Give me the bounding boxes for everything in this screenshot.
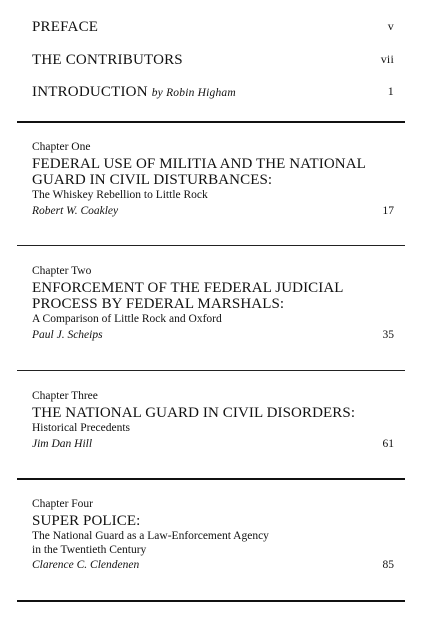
chapter-subtitle — [32, 530, 394, 557]
chapter-author-row — [32, 329, 394, 345]
chapter-subtitle: Historical Precedents — [32, 422, 131, 434]
toc-page-number: v — [387, 19, 394, 33]
chapter-number: Chapter Three — [32, 390, 98, 402]
chapter-subtitle: The Whiskey Rebellion to Little Rock — [32, 189, 208, 201]
chapter-author: Robert W. Coakley — [32, 204, 119, 217]
toc-page-number: 61 — [382, 437, 394, 450]
chapter-number: Chapter One — [32, 141, 91, 153]
divider-rule — [17, 370, 405, 371]
chapter-title — [32, 156, 394, 188]
chapter-author-row — [32, 205, 394, 221]
divider-rule — [17, 245, 405, 246]
toc-entry-chapter-three[interactable] — [32, 389, 394, 454]
toc-entry-chapter-one[interactable] — [32, 140, 394, 221]
chapter-author-row — [32, 438, 394, 454]
chapter-number: Chapter Four — [32, 498, 94, 510]
chapter-title-line: PROCESS BY FEDERAL MARSHALS: — [32, 296, 285, 312]
chapter-subtitle: A Comparison of Little Rock and Oxford — [32, 313, 222, 325]
chapter-subtitle-line: The National Guard as a Law-Enforcement Agency — [32, 530, 269, 542]
toc-entry-contributors[interactable] — [32, 52, 394, 72]
toc-entry-chapter-four[interactable] — [32, 497, 394, 575]
toc-entry-title — [32, 84, 236, 101]
toc-entry-chapter-two[interactable] — [32, 264, 394, 345]
chapter-title-line: GUARD IN CIVIL DISTURBANCES: — [32, 172, 273, 188]
toc-entry-title: PREFACE — [32, 19, 99, 35]
chapter-author: Paul J. Scheips — [32, 328, 103, 341]
divider-rule — [17, 478, 405, 480]
divider-rule — [17, 600, 405, 602]
chapter-title-line: ENFORCEMENT OF THE FEDERAL JUDICIAL — [32, 280, 344, 296]
toc-page-number: 1 — [387, 84, 394, 98]
toc-page-number: 35 — [382, 328, 394, 341]
chapter-subtitle-line: in the Twentieth Century — [32, 543, 147, 556]
chapter-title-line: THE NATIONAL GUARD IN CIVIL DISORDERS: — [32, 405, 356, 421]
chapter-author-row — [32, 559, 394, 575]
chapter-number: Chapter Two — [32, 265, 92, 277]
chapter-author: Jim Dan Hill — [32, 437, 93, 450]
toc-entry-introduction[interactable] — [32, 84, 394, 104]
divider-rule — [17, 121, 405, 123]
toc-entry-byline: by Robin Higham — [151, 87, 236, 99]
toc-page-number: vii — [380, 52, 394, 66]
chapter-title — [32, 280, 394, 312]
chapter-author: Clarence C. Clendenen — [32, 559, 140, 571]
chapter-title — [32, 513, 394, 529]
toc-entry-title-text: INTRODUCTION — [32, 84, 148, 100]
chapter-title-line: FEDERAL USE OF MILITIA AND THE NATIONAL — [32, 156, 366, 172]
toc-entry-title: THE CONTRIBUTORS — [32, 52, 183, 68]
chapter-title — [32, 405, 394, 421]
toc-page-number: 85 — [382, 559, 394, 571]
toc-page-number: 17 — [382, 204, 394, 217]
toc-entry-preface[interactable] — [32, 19, 394, 39]
chapter-title-line: SUPER POLICE: — [32, 513, 141, 529]
